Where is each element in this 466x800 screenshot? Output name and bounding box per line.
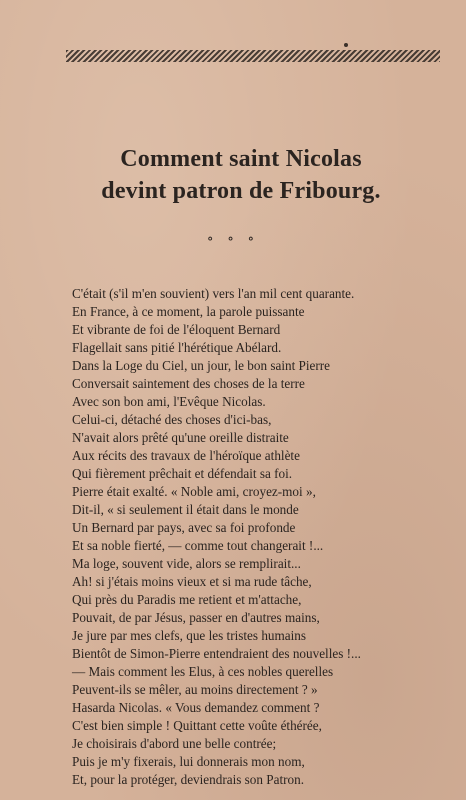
poem-line: C'était (s'il m'en souvient) vers l'an mil cent quarante. — [72, 286, 355, 301]
poem-line: En France, à ce moment, la parole puissante — [72, 304, 305, 319]
poem-line: Puis je m'y fixerais, lui donnerais mon nom, — [72, 754, 305, 769]
poem-line: Et vibrante de foi de l'éloquent Bernard — [72, 322, 281, 337]
decorative-dot — [344, 43, 348, 47]
poem-line: Je choisirais d'abord une belle contrée; — [72, 736, 277, 751]
decorative-header-band — [66, 50, 440, 62]
chapter-title-line-2: devint patron de Fribourg. — [101, 178, 381, 204]
poem-line: Qui près du Paradis me retient et m'attache, — [72, 592, 302, 607]
poem-line: Ma loge, souvent vide, alors se remplirait... — [72, 556, 301, 571]
poem-line: Pouvait, de par Jésus, passer en d'autres mains, — [72, 610, 320, 625]
poem-line: Pierre était exalté. « Noble ami, croyez-moi », — [72, 484, 316, 499]
poem-line: — Mais comment les Elus, à ces nobles querelles — [72, 664, 334, 679]
poem-line: Conversait saintement des choses de la terre — [72, 376, 305, 391]
poem-line: C'est bien simple ! Quittant cette voûte éthérée, — [72, 718, 322, 733]
poem-line: Peuvent-ils se mêler, au moins directement ? » — [72, 682, 318, 697]
poem-body — [72, 285, 442, 789]
poem-line: Dit-il, « si seulement il était dans le monde — [72, 502, 299, 517]
poem-line: Celui-ci, détaché des choses d'ici-bas, — [72, 412, 272, 427]
poem-line: N'avait alors prêté qu'une oreille distraite — [72, 430, 289, 445]
poem-line: Avec son bon ami, l'Evêque Nicolas. — [72, 394, 266, 409]
chapter-title-line-1: Comment saint Nicolas — [120, 146, 362, 172]
poem-line: Dans la Loge du Ciel, un jour, le bon saint Pierre — [72, 358, 331, 373]
poem-line: Ah! si j'étais moins vieux et si ma rude tâche, — [72, 574, 312, 589]
poem-line: Flagellait sans pitié l'hérétique Abélard. — [72, 340, 282, 355]
poem-line: Un Bernard par pays, avec sa foi profonde — [72, 520, 296, 535]
poem-line: Et sa noble fierté, — comme tout changerait !... — [72, 538, 324, 553]
poem-line: Bientôt de Simon-Pierre entendraient des nouvelles !... — [72, 646, 361, 661]
poem-line: Et, pour la protéger, deviendrais son Patron. — [72, 772, 305, 787]
poem-line: Aux récits des travaux de l'héroïque athlète — [72, 448, 300, 463]
poem-line: Qui fièrement prêchait et défendait sa foi. — [72, 466, 293, 481]
poem-line: Hasarda Nicolas. « Vous demandez comment ? — [72, 700, 320, 715]
ornamental-separator: ∘ ∘ ∘ — [206, 232, 260, 247]
poem-line: Je jure par mes clefs, que les tristes humains — [72, 628, 307, 643]
